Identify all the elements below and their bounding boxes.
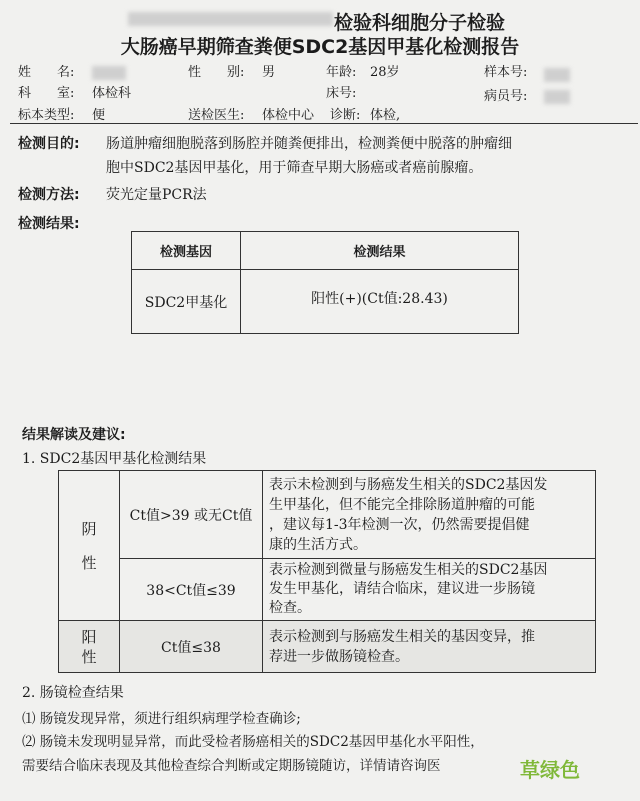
- result-table-header: [132, 232, 519, 270]
- interpretation-label: 结果解读及建议:: [22, 427, 126, 443]
- bed-label: 床号:: [326, 86, 357, 101]
- item1-title: 1. SDC2基因甲基化检测结果: [22, 451, 207, 467]
- negative-label-b: 性: [81, 553, 97, 572]
- positive-label-b: 性: [81, 647, 97, 666]
- blurred-sample-no: [544, 64, 570, 83]
- col-result-header: 检测结果: [241, 232, 519, 270]
- report-title-line2: 大肠癌早期筛查粪便SDC2基因甲基化检测报告: [120, 36, 520, 58]
- doctor-value: 体检中心: [262, 108, 315, 123]
- patient-no-label: 病员号:: [484, 89, 528, 104]
- result-table-row: [132, 270, 519, 334]
- item2-title: 2. 肠镜检查结果: [22, 685, 124, 701]
- diagnosis-value: 体检,: [370, 108, 401, 123]
- purpose-label: 检测目的:: [18, 136, 80, 152]
- blurred-patient-no: [544, 86, 570, 105]
- blurred-name: [92, 62, 126, 81]
- gender-label: 性 别:: [188, 65, 245, 80]
- row3-desc-line: 表示检测到与肠癌发生相关的基因变异，推: [269, 628, 535, 645]
- row2-desc-line: 检查。: [269, 600, 311, 616]
- row1-ct-cell: Ct值>39 或无Ct值: [120, 471, 263, 559]
- diagnosis-label: 诊断:: [330, 108, 361, 123]
- item2-line2: ⑵ 肠镜未发现明显异常，而此受检者肠癌相关的SDC2基因甲基化水平阳性，: [22, 734, 484, 750]
- gender-value: 男: [262, 65, 276, 80]
- row2-desc-line: 表示检测到微量与肠癌发生相关的SDC2基因: [269, 562, 548, 578]
- row1-desc-line: 表示未检测到与肠癌发生相关的SDC2基因发: [269, 476, 548, 493]
- row3-desc-line: 荐进一步做肠镜检查。: [269, 648, 409, 665]
- method-value: 荧光定量PCR法: [106, 187, 207, 203]
- specimen-value: 便: [92, 108, 106, 123]
- col-gene-header: 检测基因: [132, 232, 241, 270]
- doctor-label: 送检医生:: [188, 108, 245, 123]
- blurred-hospital-name: [128, 8, 333, 27]
- result-table: [131, 231, 519, 334]
- sample-no-label: 样本号:: [484, 65, 528, 80]
- age-label: 年龄:: [326, 65, 357, 80]
- row2-desc-line: 发生甲基化，请结合临床，建议进一步肠镜: [269, 581, 535, 597]
- header-divider: [10, 123, 638, 124]
- row2-desc-cell: [263, 559, 596, 621]
- result-value-cell: 阳性(+)(Ct值:28.43): [241, 270, 519, 334]
- row1-desc-line: 生甲基化，但不能完全排除肠道肿瘤的可能: [269, 496, 535, 513]
- specimen-label: 标本类型:: [18, 108, 75, 123]
- row1-desc-line: ，建议每1-3年检测一次，仍然需要提倡健: [269, 516, 530, 533]
- interp-row-2: [59, 559, 596, 621]
- dept-value: 体检科: [92, 86, 132, 101]
- item2-line3: 需要结合临床表现及其他检查综合判断或定期肠镜随访，详情请咨询医: [22, 758, 441, 774]
- age-value: 28岁: [370, 65, 400, 80]
- row2-ct-cell: 38<Ct值≤39: [120, 559, 263, 621]
- dept-label: 科 室:: [18, 86, 75, 101]
- method-label: 检测方法:: [18, 187, 80, 203]
- result-label: 检测结果:: [18, 216, 80, 232]
- negative-label-a: 阴: [81, 519, 97, 538]
- row1-desc-line: 康的生活方式。: [269, 536, 367, 553]
- interp-row-3: [59, 621, 596, 673]
- interpretation-table: [58, 470, 596, 673]
- item2-line1: ⑴ 肠镜发现异常，须进行组织病理学检查确诊;: [22, 711, 301, 727]
- purpose-line1: 肠道肿瘤细胞脱落到肠腔并随粪便排出，检测粪便中脱落的肿瘤细: [106, 136, 512, 152]
- report-title-line1: 检验科细胞分子检验: [334, 12, 506, 34]
- negative-label-cell: [59, 471, 120, 621]
- row1-desc-cell: [263, 471, 596, 559]
- purpose-line2: 胞中SDC2基因甲基化，用于筛查早期大肠癌或者癌前腺瘤。: [106, 160, 483, 176]
- positive-label-cell: [59, 621, 120, 673]
- positive-label-a: 阳: [81, 627, 97, 646]
- row3-desc-cell: [263, 621, 596, 673]
- gene-cell: SDC2甲基化: [132, 270, 241, 334]
- name-label: 姓 名:: [18, 65, 75, 80]
- interp-row-1: [59, 471, 596, 559]
- watermark-text: 草绿色: [520, 758, 580, 782]
- row3-ct-cell: Ct值≤38: [120, 621, 263, 673]
